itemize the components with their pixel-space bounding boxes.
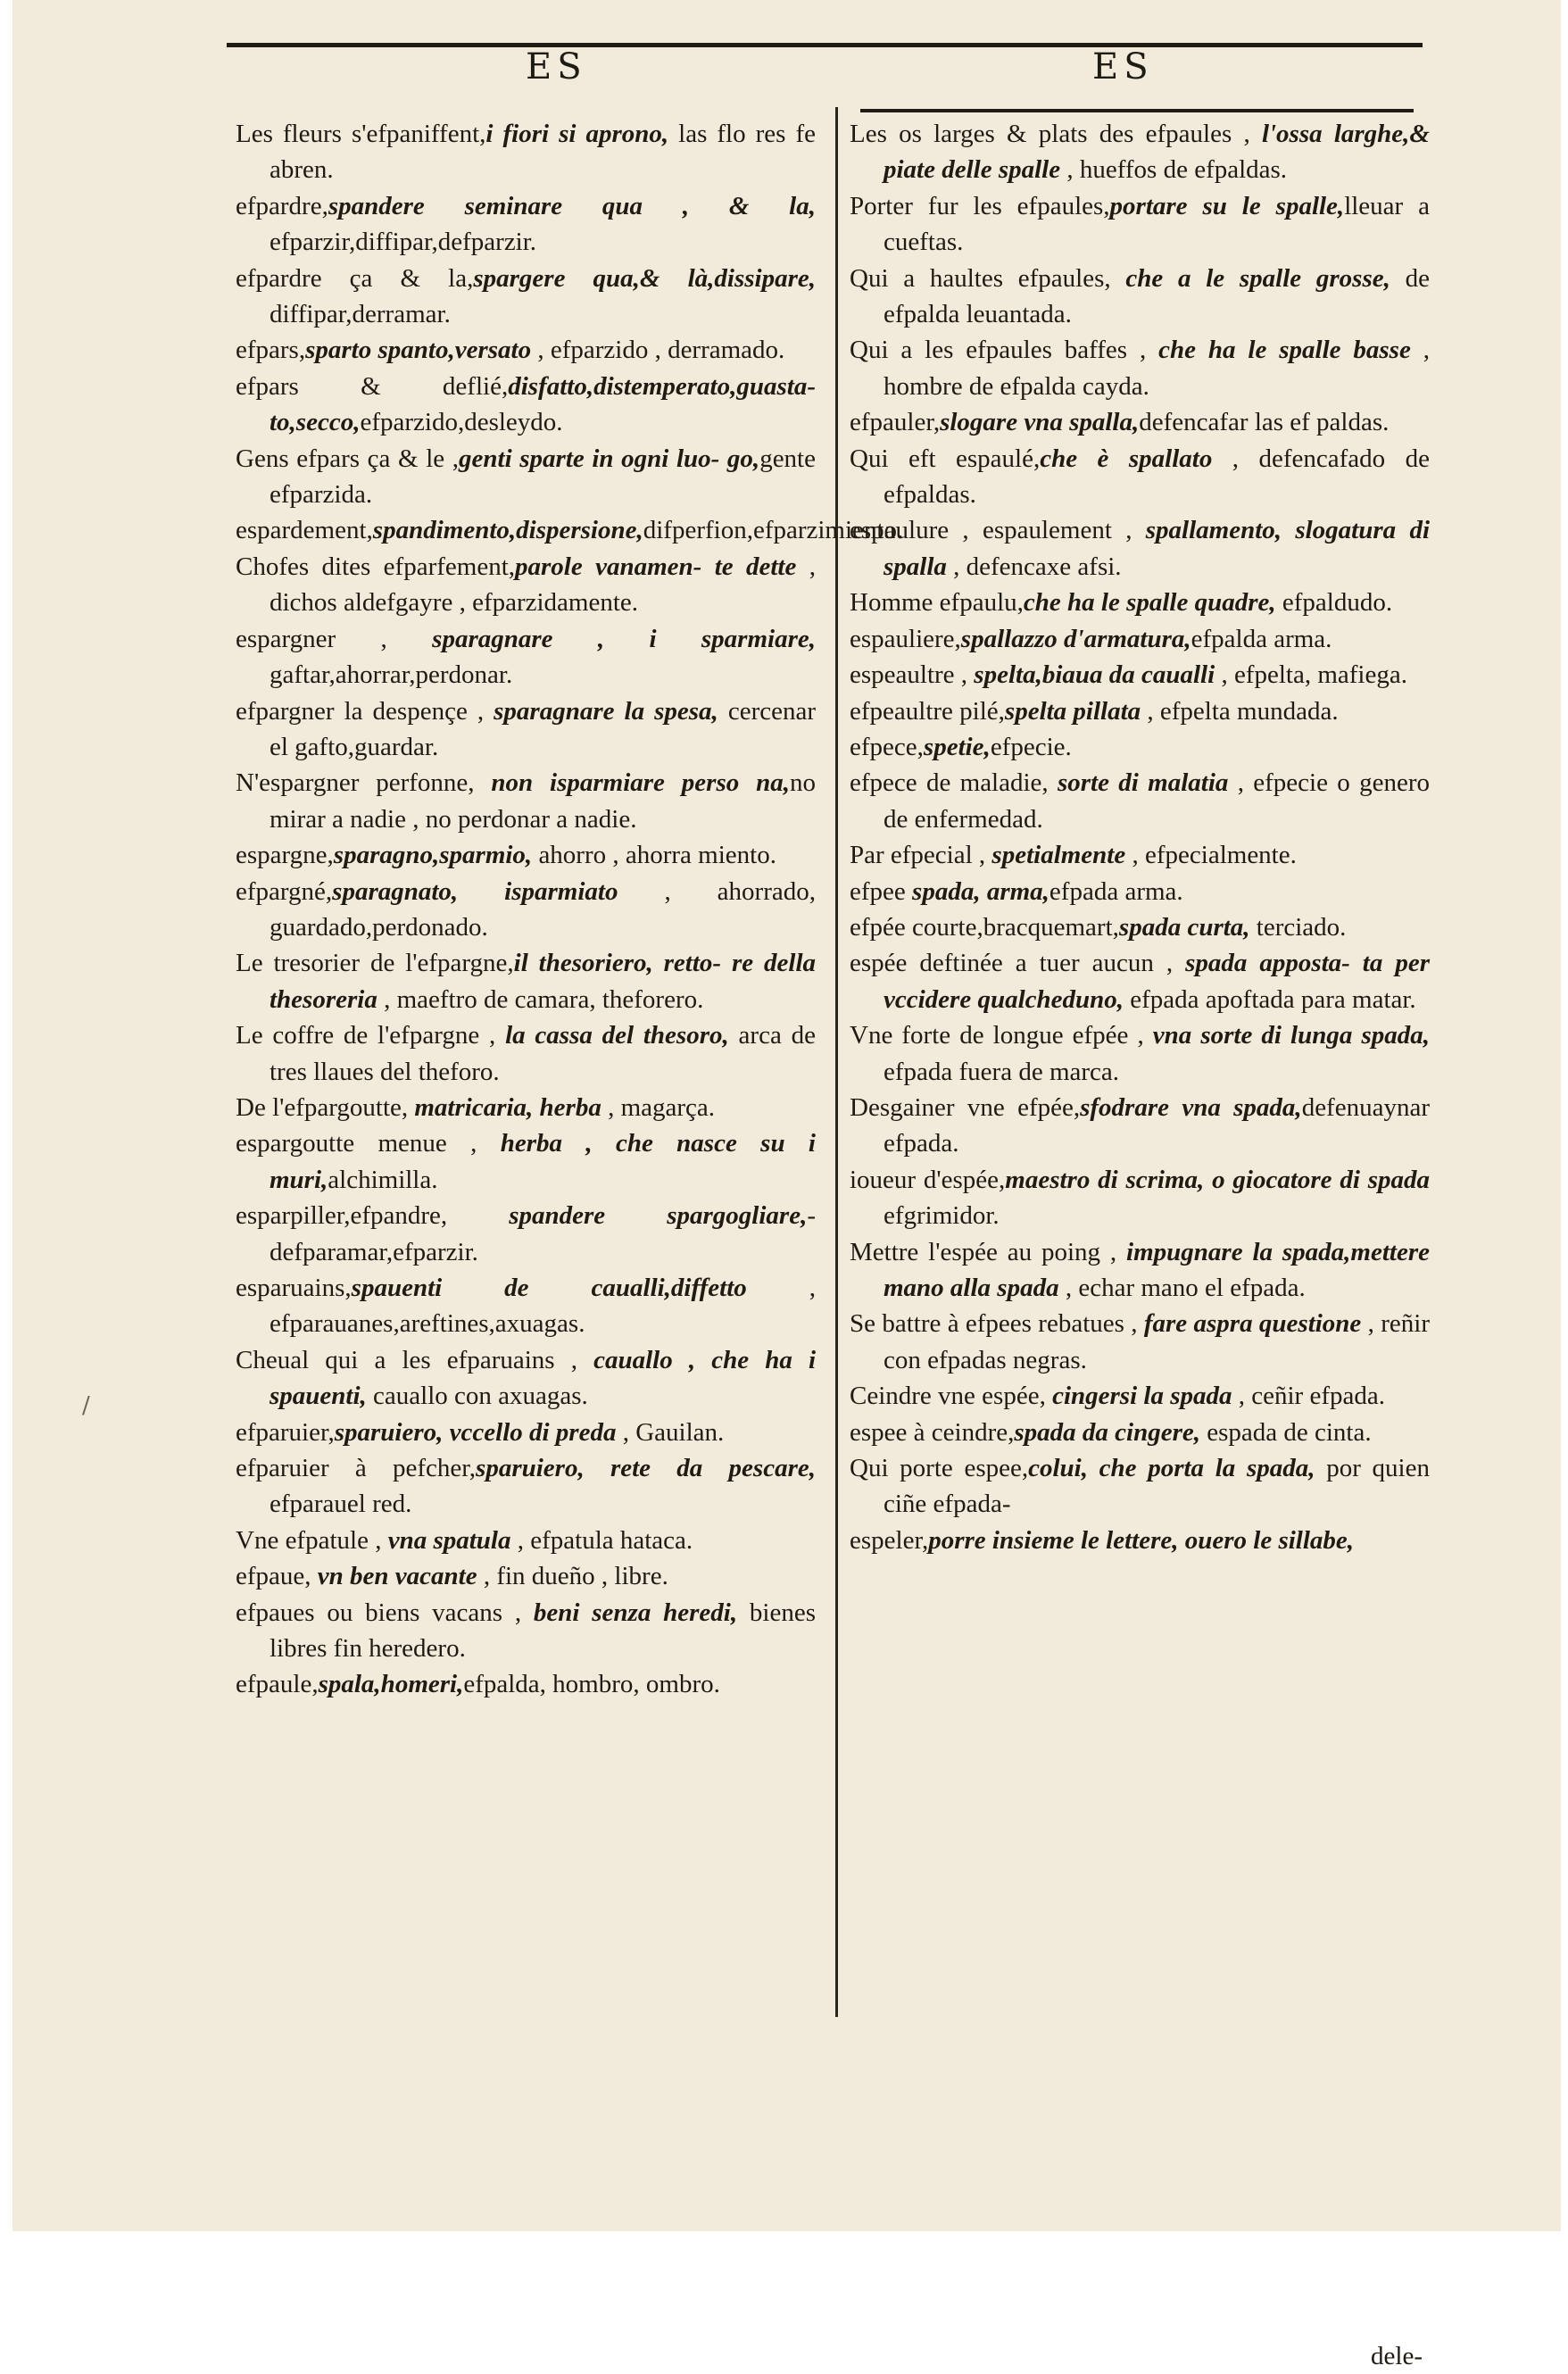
entry-italian: parole vanamen- te dette	[515, 552, 797, 581]
entry-italian: cingersi la spada	[1052, 1382, 1232, 1411]
entry-french: ioueur d'espée,	[850, 1165, 1006, 1194]
entry-italian: che è spallato	[1040, 444, 1213, 473]
entry-french: Le tresorier de l'efpargne,	[236, 949, 514, 978]
entry-french: efpars & deflié,	[236, 371, 509, 401]
entry-spanish: , hueffos de efpaldas.	[1060, 155, 1288, 185]
dictionary-entry	[850, 1017, 1430, 1090]
entry-spanish: , defencaxe afsi.	[946, 552, 1122, 581]
dictionary-entry	[236, 441, 816, 513]
entry-italian: la cassa del thesoro,	[505, 1021, 729, 1050]
entry-italian: il thesoriero, retto- re della thesoreria	[270, 949, 816, 1014]
entry-italian: spandere spargogliare,	[509, 1201, 808, 1231]
entry-french: Qui a les efpaules baffes ,	[850, 336, 1159, 365]
entry-french: espargne,	[236, 841, 334, 870]
dictionary-entry	[236, 945, 816, 1017]
dictionary-entry	[236, 332, 816, 368]
dictionary-entry	[850, 1162, 1430, 1234]
entry-french: Mettre l'espée au poing ,	[850, 1237, 1127, 1266]
dictionary-entry	[850, 1234, 1430, 1307]
entry-italian: spallamento, slogatura di spalla	[884, 516, 1430, 581]
entry-italian: spauenti de caualli,diffetto	[351, 1274, 747, 1302]
entry-spanish: gente efparzida.	[270, 444, 816, 510]
dictionary-entry	[850, 1306, 1430, 1378]
dictionary-entry	[850, 945, 1430, 1017]
catchword: dele-	[1371, 2342, 1423, 2370]
entry-spanish: - defparamar,efparzir.	[270, 1201, 816, 1266]
entry-italian: sparuiero, rete da pescare,	[476, 1454, 816, 1483]
dictionary-entry	[236, 1450, 816, 1523]
entry-french: efpargné,	[236, 876, 333, 906]
entry-french: Vne efpatule ,	[236, 1525, 388, 1555]
dictionary-entry	[236, 1666, 816, 1702]
entry-italian: cauallo , che ha i spauenti,	[270, 1345, 817, 1411]
entry-spanish: efpalda, hombro, ombro.	[463, 1670, 720, 1699]
dictionary-entry	[850, 729, 1430, 765]
entry-french: Le coffre de l'efpargne ,	[236, 1021, 506, 1050]
entry-italian: impugnare la spada,mettere mano alla spada	[884, 1237, 1430, 1302]
dictionary-entry	[236, 1017, 816, 1090]
entry-italian: sparagnare , i sparmiare,	[432, 624, 816, 653]
entry-spanish: , maeftro de camara, theforero.	[377, 984, 704, 1014]
entry-spanish: bienes libres fin heredero.	[270, 1598, 816, 1664]
dictionary-entry	[236, 261, 816, 333]
dictionary-entry	[850, 1450, 1430, 1523]
entry-italian: non isparmiare perso na,	[491, 768, 790, 798]
entry-italian: spala,homeri,	[318, 1670, 464, 1699]
entry-spanish: efparzir,diffipar,defparzir.	[270, 228, 537, 257]
entry-spanish: , efpelta mundada.	[1141, 696, 1339, 726]
entry-french: efpargner la despençe ,	[236, 696, 494, 726]
entry-french: espée deftinée a tuer aucun ,	[850, 949, 1186, 978]
dictionary-entry	[850, 693, 1430, 729]
entry-french: Qui eft espaulé,	[850, 444, 1041, 473]
entry-italian: sparto spanto,versato	[305, 336, 532, 365]
entry-italian: spelta,biaua da caualli	[974, 660, 1215, 690]
entry-french: Qui porte espee,	[850, 1454, 1029, 1483]
dictionary-page	[12, 0, 1561, 2370]
entry-italian: i fiori si aprono,	[485, 120, 669, 148]
entry-italian: spetie,	[923, 732, 991, 761]
dictionary-entry	[850, 404, 1430, 440]
entry-french: Homme efpaulu,	[850, 588, 1024, 618]
dictionary-entry	[236, 765, 816, 837]
entry-italian: spetialmente	[991, 841, 1126, 870]
header-underline	[860, 109, 1414, 112]
entry-french: efpee	[850, 876, 913, 906]
dictionary-entry	[850, 1415, 1430, 1450]
dictionary-entry	[850, 1378, 1430, 1414]
entry-italian: spelta pillata	[1004, 696, 1141, 726]
dictionary-entry	[236, 693, 816, 766]
entry-french: Cheual qui a les efparuains ,	[236, 1345, 594, 1374]
entry-spanish: las flo res fe abren.	[270, 120, 817, 185]
dictionary-entry	[236, 369, 816, 441]
entry-spanish: gaftar,ahorrar,perdonar.	[270, 660, 513, 690]
dictionary-entry	[850, 837, 1430, 873]
entry-french: esparpiller,efpandre,	[236, 1201, 510, 1231]
dictionary-entry	[850, 909, 1430, 945]
dictionary-entry	[236, 1595, 816, 1667]
entry-french: espeaultre ,	[850, 660, 975, 690]
entry-italian: maestro di scrima, o giocatore di spada	[1005, 1165, 1430, 1194]
running-head-left: ES	[526, 46, 587, 87]
entry-spanish: , echar mano el efpada.	[1058, 1274, 1306, 1302]
entry-italian: genti sparte in ogni luo- go,	[459, 444, 760, 473]
dictionary-entry	[236, 549, 816, 621]
entry-italian: fare aspra questione	[1143, 1309, 1362, 1339]
entry-spanish: , magarça.	[601, 1092, 716, 1122]
entry-italian: spada apposta- ta per vccidere qualcheduno,	[884, 949, 1430, 1014]
entry-french: efpée courte,bracquemart,	[850, 912, 1119, 942]
entry-spanish: , dichos aldefgayre , efparzidamente.	[270, 552, 817, 618]
entry-italian: spada curta,	[1118, 912, 1250, 942]
entry-spanish: cauallo con axuagas.	[366, 1382, 588, 1411]
entry-spanish: efgrimidor.	[884, 1201, 1000, 1231]
entry-french: Gens efpars ça & le ,	[236, 444, 460, 473]
dictionary-entry	[236, 1198, 816, 1270]
entry-italian: che ha le spalle basse	[1158, 336, 1411, 365]
entry-spanish: efpada arma.	[1049, 876, 1183, 906]
dictionary-entry	[850, 332, 1430, 404]
entry-spanish: diffipar,derramar.	[270, 300, 451, 329]
entry-spanish: , efparzido , derramado.	[531, 336, 785, 365]
entry-french: esparuains,	[236, 1274, 352, 1302]
entry-italian: sparagnato, isparmiato	[332, 876, 618, 906]
entry-french: efpaule,	[236, 1670, 319, 1699]
entry-french: efpeaultre pilé,	[850, 696, 1005, 726]
entry-italian: vna sorte di lunga spada,	[1152, 1021, 1430, 1050]
entry-spanish: efpecie.	[990, 732, 1072, 761]
entry-italian: sparuiero, vccello di preda	[334, 1417, 617, 1447]
entry-italian: che a le spalle grosse,	[1125, 263, 1390, 293]
entry-french: Vne forte de longue efpée ,	[850, 1021, 1153, 1050]
entry-french: Porter fur les efpaules,	[850, 191, 1110, 220]
entry-french: Ceindre vne espée,	[850, 1382, 1053, 1411]
entry-italian: porre insieme le lettere, ouero le sillabe,	[928, 1525, 1355, 1555]
entry-italian: spandere seminare qua , & la,	[328, 191, 816, 220]
dictionary-entry	[850, 874, 1430, 909]
dictionary-entry	[236, 116, 816, 188]
entry-italian: matricaria, herba	[414, 1092, 601, 1122]
dictionary-entry	[236, 1415, 816, 1450]
entry-french: espauliere,	[850, 624, 961, 653]
entry-french: Chofes dites efparfement,	[236, 552, 516, 581]
entry-french: Les fleurs s'efpaniffent,	[236, 120, 486, 148]
entry-italian: spandimento,dispersione,	[372, 516, 643, 545]
entry-spanish: difperfion,efparzimiento.	[643, 516, 904, 545]
entry-spanish: , fin dueño , libre.	[477, 1562, 668, 1591]
entry-spanish: , hombre de efpalda cayda.	[884, 336, 1430, 401]
entry-french: Se battre à efpees rebatues ,	[850, 1309, 1144, 1339]
entry-spanish: efparzido,desleydo.	[360, 408, 563, 437]
entry-spanish: de efpalda leuantada.	[884, 263, 1430, 329]
entry-french: efpece,	[850, 732, 924, 761]
entry-italian: sparagnare la spesa,	[494, 696, 718, 726]
entry-spanish: lleuar a cueftas.	[884, 191, 1430, 257]
dictionary-entry	[850, 261, 1430, 333]
entry-spanish: efpalda arma.	[1191, 624, 1332, 653]
entry-french: Les os larges & plats des efpaules ,	[850, 120, 1262, 148]
entry-french: efpardre ça & la,	[236, 263, 474, 293]
dictionary-entry	[850, 621, 1430, 657]
dictionary-entry	[850, 188, 1430, 261]
column-divider	[835, 107, 838, 2017]
dictionary-entry	[236, 1270, 816, 1342]
entry-french: efpaue,	[236, 1562, 318, 1591]
entry-french: espeler,	[850, 1525, 929, 1555]
entry-italian: beni senza heredi,	[533, 1598, 738, 1627]
margin-mark: /	[82, 1392, 90, 1419]
running-head-right: ES	[1092, 46, 1154, 87]
entry-spanish: , efpecie o genero de enfermedad.	[884, 768, 1430, 834]
entry-french: espardement,	[236, 516, 373, 545]
entry-spanish: terciado.	[1249, 912, 1347, 942]
entry-french: efpars,	[236, 336, 306, 365]
dictionary-entry	[236, 621, 816, 693]
dictionary-entry	[236, 1125, 816, 1198]
entry-italian: sorte di malatia	[1057, 768, 1229, 798]
entry-spanish: , ceñir efpada.	[1232, 1382, 1385, 1411]
dictionary-entry	[236, 512, 904, 548]
entry-spanish: cercenar el gafto,guardar.	[270, 696, 816, 761]
entry-italian: l'ossa larghe,& piate delle spalle	[884, 120, 1430, 185]
dictionary-entry	[236, 874, 816, 946]
entry-spanish: efpada apoftada para matar.	[1124, 984, 1416, 1014]
dictionary-entry	[236, 1090, 816, 1125]
dictionary-entry	[236, 837, 816, 873]
entry-french: efpaues ou biens vacans ,	[236, 1598, 534, 1627]
entry-spanish: espada de cinta.	[1199, 1417, 1372, 1447]
entry-french: espargner ,	[236, 624, 433, 653]
dictionary-entry	[850, 116, 1430, 188]
entry-spanish: alchimilla.	[328, 1165, 438, 1194]
dictionary-entry	[850, 1090, 1430, 1162]
entry-french: espargoutte menue ,	[236, 1129, 501, 1158]
entry-spanish: efpaldudo.	[1275, 588, 1393, 618]
entry-spanish: por quien ciñe efpada-	[884, 1454, 1430, 1519]
entry-spanish: ahorro , ahorra miento.	[532, 841, 776, 870]
entry-spanish: no mirar a nadie , no perdonar a nadie.	[270, 768, 816, 834]
entry-spanish: , Gauilan.	[616, 1417, 725, 1447]
entry-spanish: , defencafado de efpaldas.	[884, 444, 1431, 510]
entry-italian: slogare vna spalla,	[940, 408, 1140, 437]
dictionary-entry	[850, 441, 1430, 513]
entry-spanish: defencafar las ef paldas.	[1139, 408, 1390, 437]
entry-italian: vna spatula	[387, 1525, 511, 1555]
entry-italian: vn ben vacante	[317, 1562, 477, 1591]
dictionary-entry	[236, 1523, 816, 1558]
entry-french: N'espargner perfonne,	[236, 768, 492, 798]
entry-spanish: efparauel red.	[270, 1490, 412, 1519]
entry-italian: che ha le spalle quadre,	[1023, 588, 1276, 618]
top-rule	[227, 43, 1423, 47]
dictionary-entry	[850, 1523, 1430, 1558]
entry-italian: sfodrare vna spada,	[1080, 1092, 1302, 1122]
dictionary-entry	[850, 765, 1430, 837]
entry-french: Desgainer vne efpée,	[850, 1092, 1081, 1122]
dictionary-entry	[236, 1342, 816, 1415]
entry-spanish: defenuaynar efpada.	[884, 1092, 1430, 1158]
entry-italian: portare su le spalle,	[1109, 191, 1345, 220]
entry-french: Qui a haultes efpaules,	[850, 263, 1126, 293]
dictionary-entry	[850, 657, 1430, 693]
dictionary-entry	[236, 188, 816, 261]
entry-spanish: arca de tres llaues del theforo.	[270, 1021, 816, 1086]
dictionary-entry	[236, 1558, 816, 1594]
entry-french: efparuier,	[236, 1417, 335, 1447]
entry-spanish: efpada fuera de marca.	[884, 1057, 1120, 1086]
entry-spanish: , efpatula hataca.	[510, 1525, 693, 1555]
entry-italian: disfatto,distemperato,guasta- to,secco,	[270, 371, 816, 437]
entry-french: efpece de maladie,	[850, 768, 1058, 798]
entry-french: De l'efpargoutte,	[236, 1092, 415, 1122]
entry-spanish: , ahorrado, guardado,perdonado.	[270, 876, 816, 942]
entry-italian: herba , che nasce su i muri,	[270, 1129, 816, 1194]
entry-italian: spada, arma,	[912, 876, 1049, 906]
entry-italian: spallazzo d'armatura,	[960, 624, 1191, 653]
entry-italian: spada da cingere,	[1014, 1417, 1200, 1447]
entry-french: efpauler,	[850, 408, 941, 437]
entry-italian: spargere qua,& là,dissipare,	[473, 263, 816, 293]
dictionary-entry	[850, 585, 1430, 620]
entry-spanish: , efpecialmente.	[1125, 841, 1297, 870]
entry-french: espaulure , espaulement ,	[850, 516, 1146, 545]
entry-spanish: , efpelta, mafiega.	[1215, 660, 1407, 690]
entry-french: efparuier à pefcher,	[236, 1454, 477, 1483]
entry-french: espee à ceindre,	[850, 1417, 1015, 1447]
entry-french: Par efpecial ,	[850, 841, 992, 870]
entry-italian: colui, che porta la spada,	[1028, 1454, 1315, 1483]
entry-spanish: , reñir con efpadas negras.	[884, 1309, 1430, 1374]
dictionary-entry	[850, 512, 1430, 585]
right-column	[850, 116, 1430, 1558]
entry-italian: sparagno,sparmio,	[333, 841, 533, 870]
entry-spanish: , efparauanes,areftines,axuagas.	[270, 1274, 817, 1339]
entry-french: efpardre,	[236, 191, 328, 220]
